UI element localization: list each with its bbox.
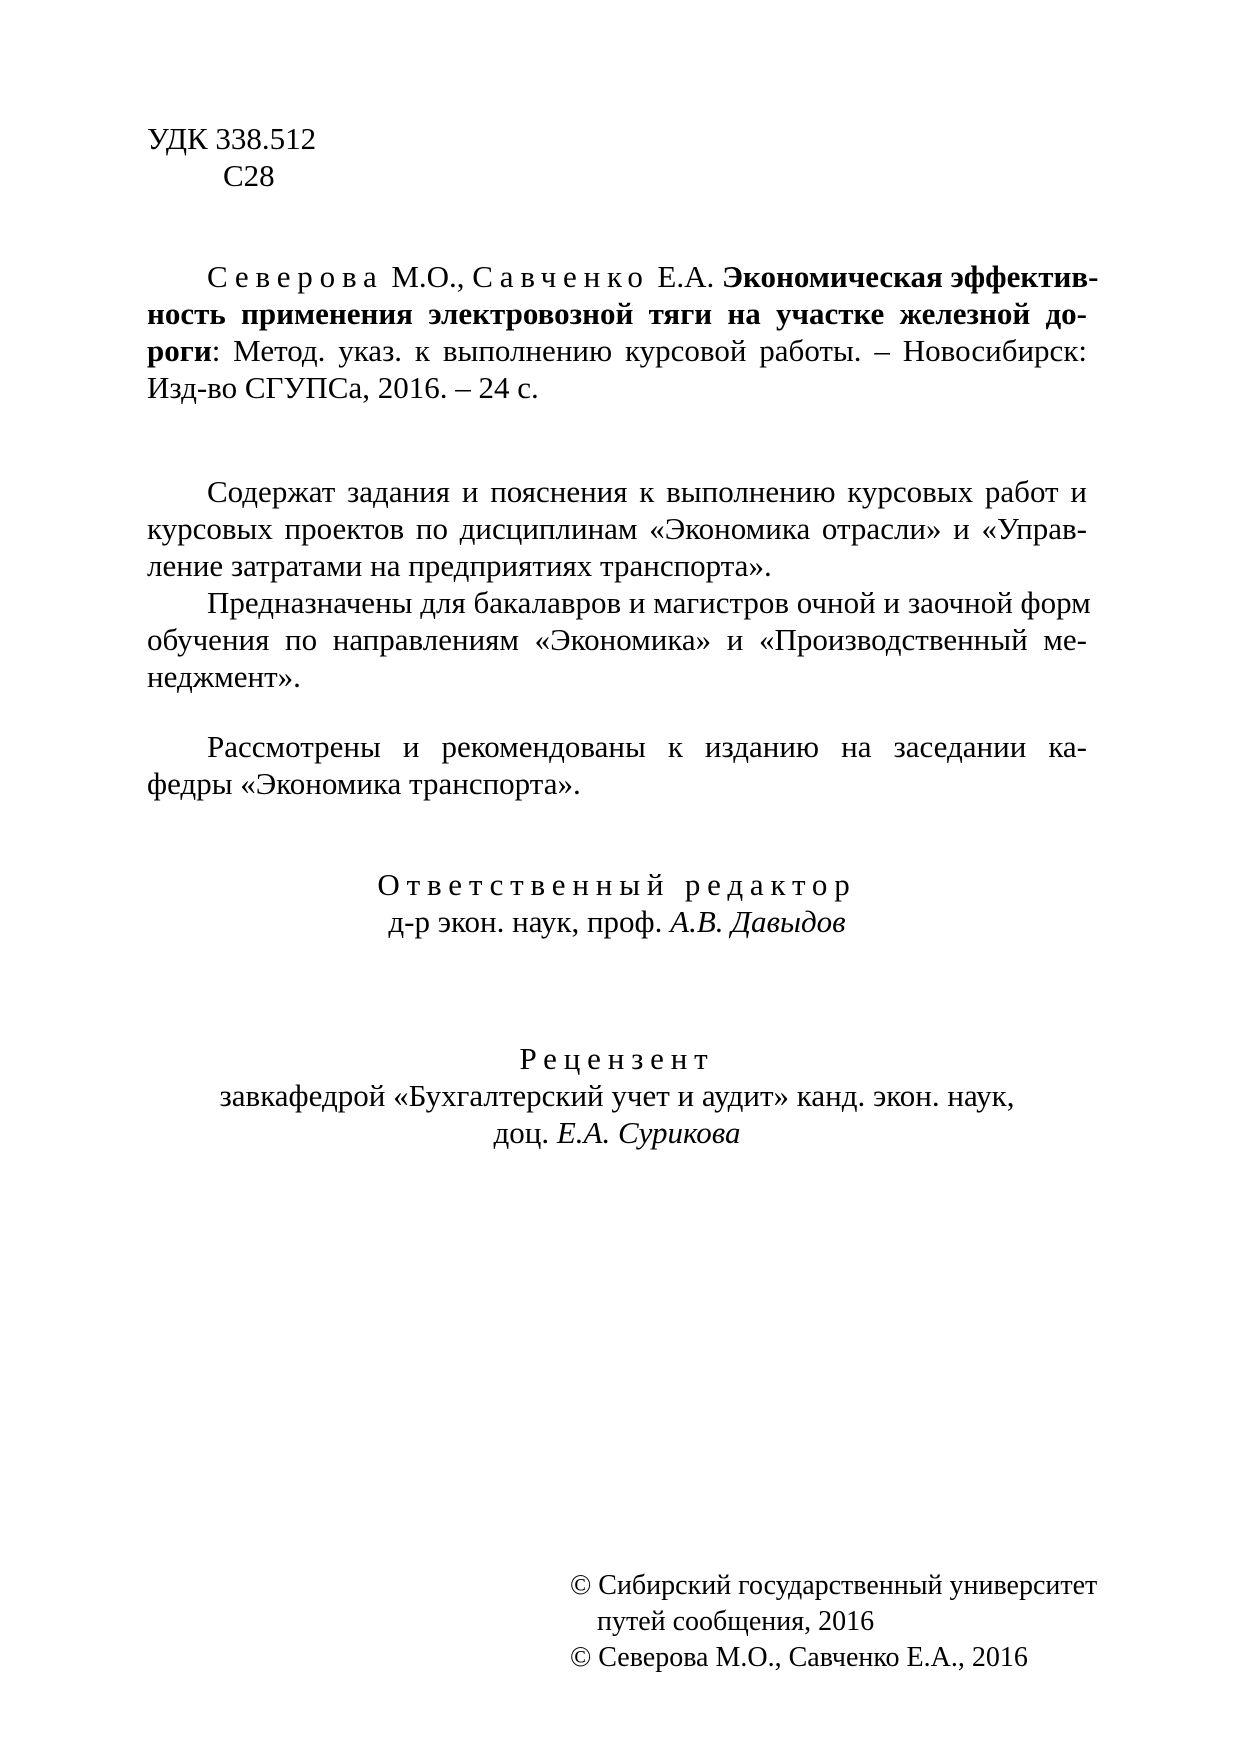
udk-code: УДК 338.512 [147, 121, 317, 156]
reviewer-position: завкафедрой «Бухгалтерский учет и аудит» канд. экон. наук, [219, 1078, 1015, 1113]
abstract-p2-line-3: неджмент». [147, 659, 301, 694]
editor-name: А.В. Давыдов [670, 904, 846, 939]
approval-block [147, 728, 1087, 802]
reviewer-block [147, 1040, 1087, 1151]
citation-rest-1: : Метод. указ. к выполнению курсовой работы. – Новосибирск: [211, 333, 1087, 368]
citation-line-1 [147, 258, 1099, 295]
abstract-p2-line-2: обучения по направлениям «Экономика» и «Производственный ме- [147, 622, 1087, 657]
reviewer-name: Е.А. Сурикова [556, 1115, 741, 1150]
reviewer-title: доц. [493, 1115, 550, 1150]
editor-degree: д-р экон. наук, проф. [388, 904, 663, 939]
editor-block [147, 866, 1087, 940]
title-part-1: Экономическая эффектив- [722, 259, 1099, 294]
copyright-block [570, 1568, 1097, 1676]
copyright-line-3: © Северова М.О., Савченко Е.А., 2016 [570, 1642, 1028, 1673]
udk-block [147, 120, 316, 194]
approval-line-1: Рассмотрены и рекомендованы к изданию на заседании ка- [207, 729, 1087, 764]
copyright-line-2: путей сообщения, 2016 [597, 1606, 875, 1637]
author-1-surname: Северова [207, 259, 384, 294]
reviewer-heading: Рецензент [519, 1041, 715, 1076]
abstract-p1-line-1: Содержат задания и пояснения к выполнению курсовых работ и [207, 474, 1087, 509]
citation-rest-2: Изд-во СГУПСа, 2016. – 24 с. [147, 370, 539, 405]
author-2-surname: Савченко [472, 259, 650, 294]
citation-line-3 [147, 332, 1087, 369]
author-1-initials: М.О., [391, 259, 465, 294]
title-part-3: роги [147, 333, 212, 368]
abstract-p1-line-3: ление затратами на предприятиях транспорта». [147, 548, 772, 583]
abstract-block [147, 473, 1091, 695]
copyright-line-1: © Сибирский государственный университет [570, 1570, 1098, 1601]
author-2-initials: Е.А. [657, 259, 715, 294]
editor-heading: Ответственный редактор [377, 867, 857, 902]
abstract-p2-line-1: Предназначены для бакалавров и магистров очной и заочной форм [207, 585, 1091, 620]
citation-block [147, 258, 1099, 406]
udk-index: С28 [223, 158, 275, 193]
approval-line-2: федры «Экономика транспорта». [147, 766, 581, 801]
abstract-p1-line-2: курсовых проектов по дисциплинам «Экономика отрасли» и «Управ- [147, 511, 1087, 546]
editor-credit [147, 903, 1087, 940]
reviewer-credit [147, 1114, 1087, 1151]
title-part-2: ность применения электровозной тяги на участке железной до- [147, 296, 1087, 331]
